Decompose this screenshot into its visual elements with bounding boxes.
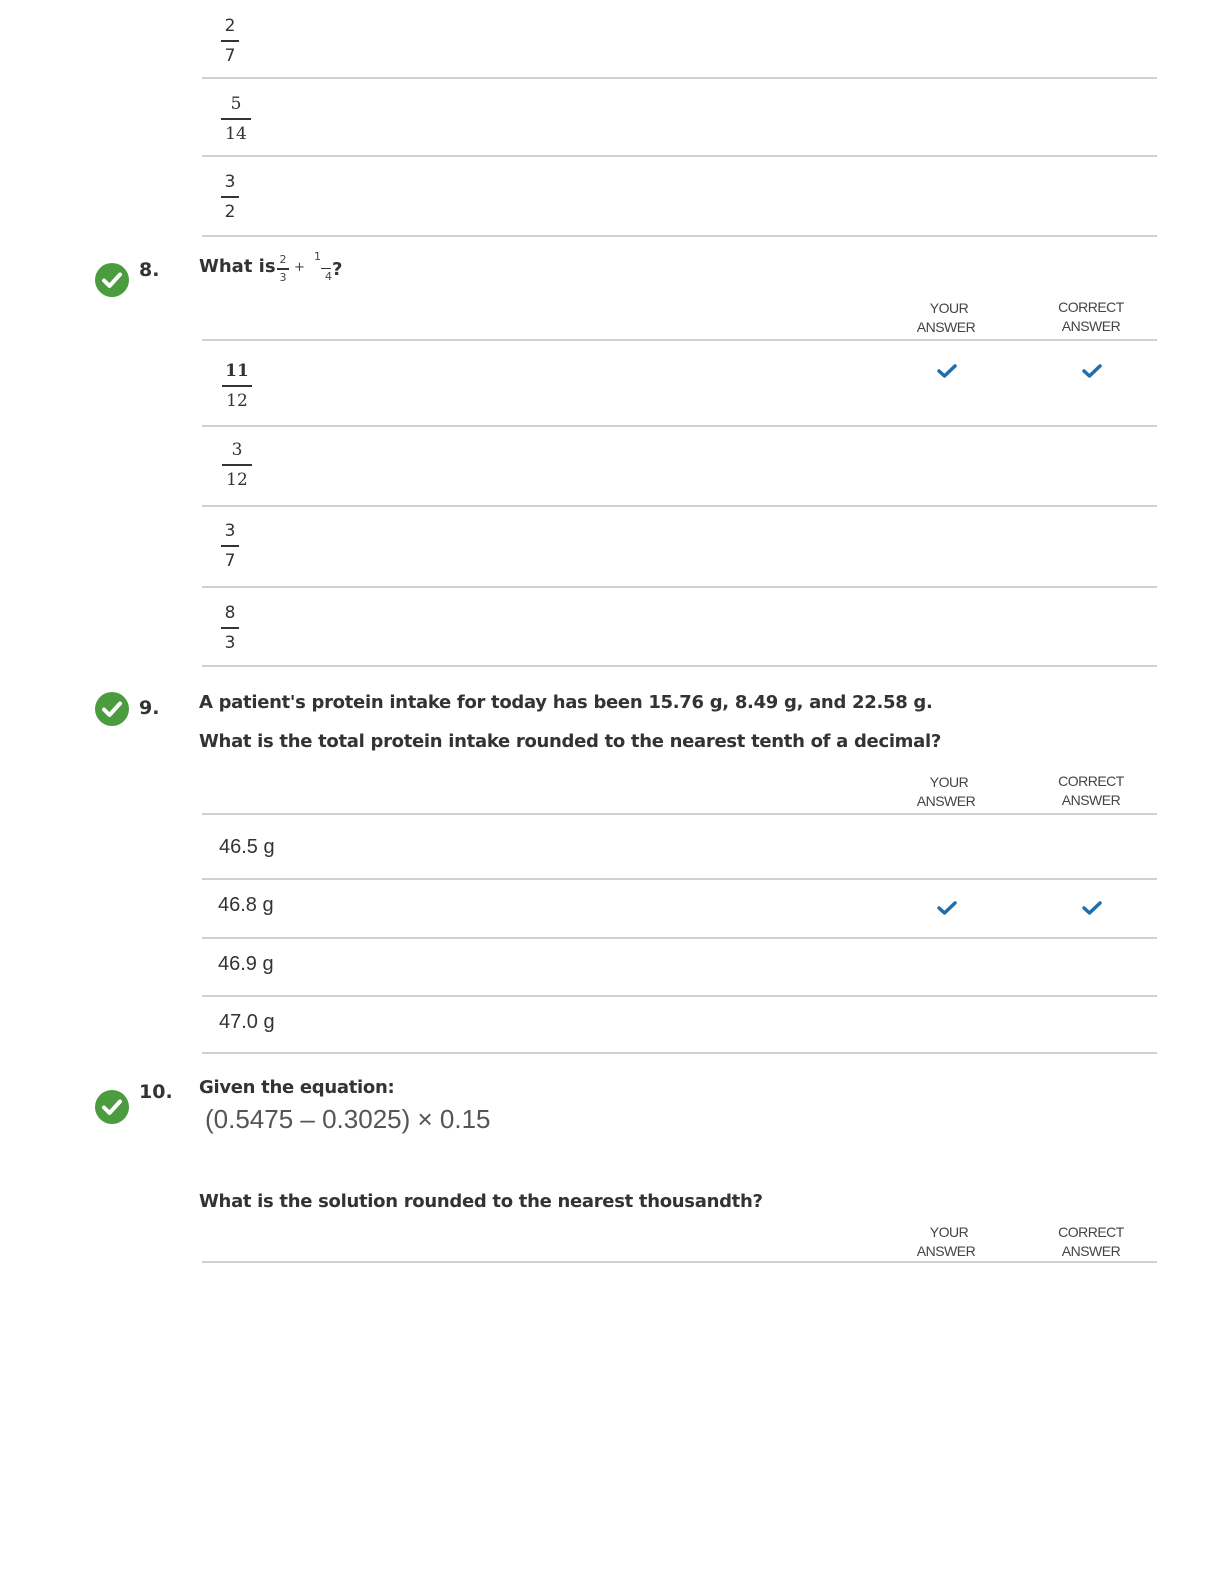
question-number: 10.	[139, 1081, 173, 1103]
q9-option-4: 47.0 g	[219, 1011, 275, 1033]
q8-option-2-fraction: 3 12	[222, 440, 252, 490]
page-top-mark	[598, 0, 611, 6]
question-subtext: What is the solution rounded to the nearest thousandth?	[199, 1191, 763, 1212]
plus-sign: +	[294, 260, 305, 275]
header-divider	[202, 1261, 1157, 1263]
row-divider	[202, 425, 1157, 427]
equation-image: (0.5475 – 0.3025) × 0.15	[205, 1104, 491, 1134]
row-divider	[202, 155, 1157, 157]
row-divider	[202, 878, 1157, 880]
question-number: 9.	[139, 697, 160, 719]
row-divider	[202, 995, 1157, 997]
row-divider	[202, 505, 1157, 507]
q7-option-3-fraction: 3 2	[221, 172, 239, 222]
row-divider	[202, 77, 1157, 79]
row-divider	[202, 235, 1157, 237]
question-text: A patient's protein intake for today has been 15.76 g, 8.49 g, and 22.58 g.	[199, 692, 933, 713]
q8-option-1-fraction: 11 12	[222, 361, 252, 411]
correct-answer-check-icon	[1082, 900, 1102, 916]
q8-option-4-fraction: 8 3	[221, 603, 239, 653]
row-divider	[202, 665, 1157, 667]
correct-answer-header: CORRECT ANSWER	[1058, 1224, 1124, 1259]
your-answer-header: YOUR ANSWER	[916, 1224, 976, 1259]
correct-answer-check-icon	[1082, 363, 1102, 379]
correct-answer-header: CORRECT ANSWER	[1058, 773, 1124, 808]
q8-option-3-fraction: 3 7	[221, 521, 239, 571]
q8-term2-fraction: 1 4	[314, 250, 332, 283]
q7-option-1-fraction: 2 7	[221, 16, 239, 66]
q8-term1-fraction: 2 3	[276, 253, 290, 284]
your-answer-check-icon	[937, 900, 957, 916]
correct-check-icon	[95, 263, 129, 297]
your-answer-header: YOUR ANSWER	[916, 300, 976, 335]
row-divider	[202, 586, 1157, 588]
header-divider	[202, 339, 1157, 341]
question-mark: ?	[332, 259, 343, 280]
q9-option-2: 46.8 g	[218, 894, 274, 916]
your-answer-check-icon	[937, 363, 957, 379]
q7-option-2-fraction: 5 14	[221, 94, 251, 144]
q9-option-3: 46.9 g	[218, 953, 274, 975]
row-divider	[202, 1052, 1157, 1054]
your-answer-header: YOUR ANSWER	[916, 774, 976, 809]
row-divider	[202, 937, 1157, 939]
header-divider	[202, 813, 1157, 815]
question-number: 8.	[139, 259, 160, 281]
correct-answer-header: CORRECT ANSWER	[1058, 299, 1124, 334]
correct-check-icon	[95, 692, 129, 726]
question-text: Given the equation:	[199, 1077, 395, 1098]
correct-check-icon	[95, 1090, 129, 1124]
question-text: What is	[199, 256, 276, 277]
question-subtext: What is the total protein intake rounded to the nearest tenth of a decimal?	[199, 731, 941, 752]
q9-option-1: 46.5 g	[219, 836, 275, 858]
